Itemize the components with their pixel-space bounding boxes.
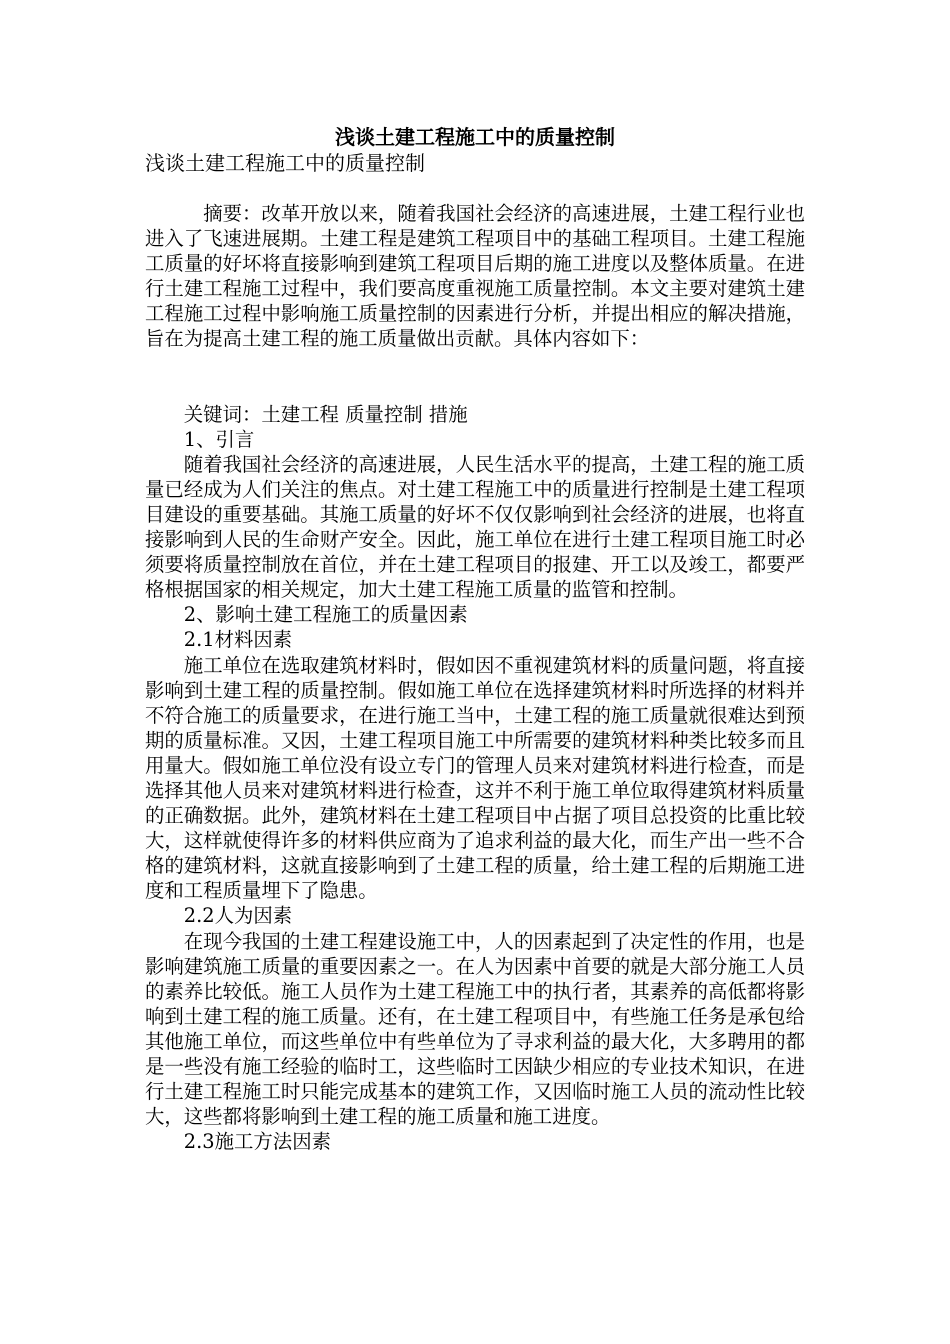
section-2-1-heading: 2.1材料因素 [183,628,293,652]
section-2-heading: 2、影响土建工程施工的质量因素 [183,603,468,627]
document-body [145,201,805,1154]
section-1-paragraph: 随着我国社会经济的高速进展，人民生活水平的提高，土建工程的施工质量已经成为人们关注的焦点。对土建工程施工中的质量进行控制是土建工程项目建设的重要基础。其施工质量的好坏不仅仅影响到社会经济的进展，也将直接影响到人民的生命财产安全。因此，施工单位在进行土建工程项目施工时必须要将质量控制放在首位，并在土建工程项目的报建、开工以及竣工，都要严格根据国家的相关规定，加大土建工程施工质量的监管和控制。 [145,452,805,602]
document-title: 浅谈土建工程施工中的质量控制 [335,125,615,149]
abstract-paragraph: 摘要：改革开放以来，随着我国社会经济的高速进展，土建工程行业也进入了飞速进展期。土建工程是建筑工程项目中的基础工程项目。土建工程施工质量的好坏将直接影响到建筑工程项目后期的施工进度以及整体质量。在进行土建工程施工过程中，我们要高度重视施工质量控制。本文主要对建筑土建工程施工过程中影响施工质量控制的因素进行分析，并提出相应的解决措施，旨在为提高土建工程的施工质量做出贡献。具体内容如下： [145,202,805,351]
section-2-1-paragraph: 施工单位在选取建筑材料时，假如因不重视建筑材料的质量问题，将直接影响到土建工程的质量控制。假如施工单位在选择建筑材料时所选择的材料并不符合施工的质量要求，在进行施工当中，土建工程的施工质量就很难达到预期的质量标准。又因，土建工程项目施工中所需要的建筑材料种类比较多而且用量大。假如施工单位没有设立专门的管理人员来对建筑材料进行检查，而是选择其他人员来对建筑材料进行检查，这并不利于施工单位取得建筑材料质量的正确数据。此外，建筑材料在土建工程项目中占据了项目总投资的比重比较大，这样就使得许多的材料供应商为了追求利益的最大化，而生产出一些不合格的建筑材料，这就直接影响到了土建工程的质量，给土建工程的后期施工进度和工程质量埋下了隐患。 [145,653,805,903]
section-2-2-heading: 2.2人为因素 [183,904,293,928]
section-1-heading: 1、引言 [183,427,255,451]
document-subtitle: 浅谈土建工程施工中的质量控制 [145,151,425,175]
section-2-2-paragraph: 在现今我国的土建工程建设施工中，人的因素起到了决定性的作用，也是影响建筑施工质量的重要因素之一。在人为因素中首要的就是大部分施工人员的素养比较低。施工人员作为土建工程施工中的执行者，其素养的高低都将影响到土建工程的施工质量。还有，在土建工程项目中，有些施工任务是承包给其他施工单位，而这些单位中有些单位为了寻求利益的最大化，大多聘用的都是一些没有施工经验的临时工，这些临时工因缺少相应的专业技术知识，在进行土建工程施工时只能完成基本的建筑工作，又因临时施工人员的流动性比较大，这些都将影响到土建工程的施工质量和施工进度。 [145,929,805,1129]
section-2-3-heading: 2.3施工方法因素 [183,1130,331,1154]
keywords-line: 关键词：土建工程 质量控制 措施 [183,402,468,426]
